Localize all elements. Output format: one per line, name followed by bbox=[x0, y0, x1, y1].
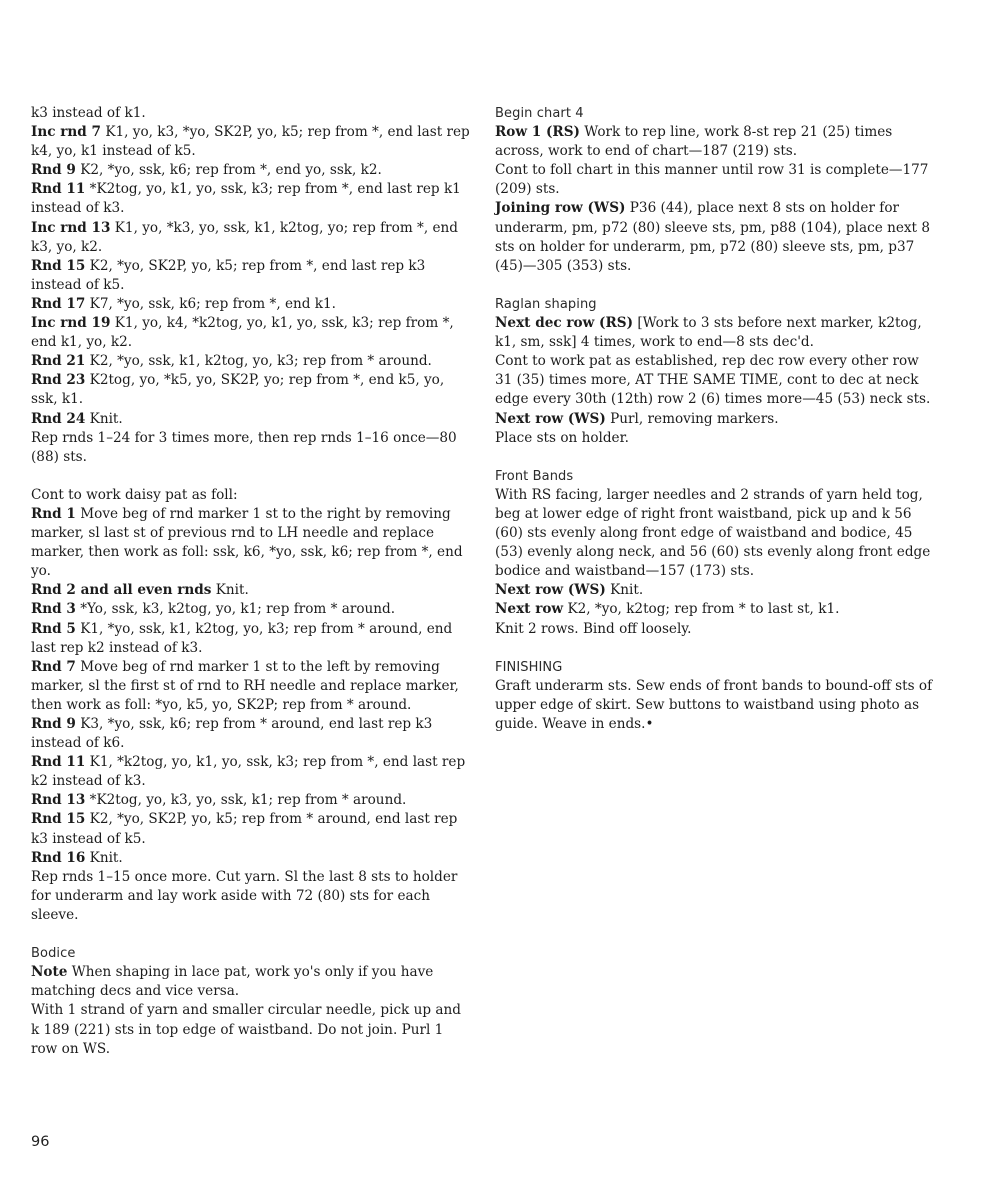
row-label: Rnd 23 bbox=[31, 372, 86, 389]
instruction-text: Rep rnds 1–24 for 3 times more, then rep rnds 1–16 once—80 (88) sts. bbox=[31, 429, 457, 465]
row-label: Rnd 2 and all even rnds bbox=[31, 582, 212, 599]
instruction-text: K2tog, yo, *k5, yo, SK2P, yo; rep from *, end k5, yo, ssk, k1. bbox=[31, 372, 445, 408]
instruction-paragraph bbox=[31, 753, 471, 791]
instruction-paragraph bbox=[31, 257, 471, 295]
instruction-paragraph bbox=[31, 161, 471, 180]
row-label: Next row (WS) bbox=[495, 582, 606, 599]
instruction-paragraph bbox=[31, 1001, 471, 1058]
row-label: Row 1 (RS) bbox=[495, 124, 580, 141]
instruction-text: K2, *yo, SK2P, yo, k5; rep from *, end last rep k3 instead of k5. bbox=[31, 257, 426, 293]
instruction-text: K2, *yo, ssk, k6; rep from *, end yo, ssk, k2. bbox=[75, 162, 382, 179]
instruction-paragraph bbox=[31, 810, 471, 848]
row-label: Rnd 11 bbox=[31, 754, 86, 771]
row-label: Rnd 11 bbox=[31, 181, 86, 198]
instruction-paragraph bbox=[31, 600, 471, 619]
instruction-text: K1, yo, k3, *yo, SK2P, yo, k5; rep from *, end last rep k4, yo, k1 instead of k5. bbox=[31, 124, 470, 160]
instruction-paragraph bbox=[31, 429, 471, 467]
instruction-text: K2, *yo, k2tog; rep from * to last st, k1. bbox=[563, 601, 840, 618]
row-label: Rnd 17 bbox=[31, 295, 86, 312]
row-label: Rnd 15 bbox=[31, 811, 86, 828]
paragraph-spacer bbox=[31, 925, 471, 944]
row-label: Rnd 9 bbox=[31, 716, 76, 732]
row-label: Rnd 24 bbox=[31, 410, 86, 427]
instruction-paragraph bbox=[31, 715, 471, 753]
row-label: Rnd 21 bbox=[31, 353, 86, 370]
row-label: Rnd 5 bbox=[31, 620, 76, 637]
section-heading: Begin chart 4 bbox=[495, 106, 584, 121]
instruction-text: *K2tog, yo, k1, yo, ssk, k3; rep from *, end last rep k1 instead of k3. bbox=[31, 181, 461, 217]
row-label: Inc rnd 13 bbox=[31, 219, 111, 236]
section-heading: Raglan shaping bbox=[495, 296, 597, 312]
row-label: Next row bbox=[495, 601, 564, 618]
page-number: 96 bbox=[31, 1134, 50, 1150]
instruction-text: Purl, removing markers. bbox=[605, 410, 779, 427]
instruction-paragraph bbox=[31, 791, 471, 810]
instruction-paragraph bbox=[31, 352, 471, 371]
instruction-text: Knit. bbox=[605, 582, 644, 599]
row-label: Rnd 16 bbox=[31, 849, 86, 866]
instruction-paragraph bbox=[31, 123, 471, 161]
instruction-text: Knit. bbox=[85, 410, 123, 427]
instruction-text: Knit. bbox=[85, 849, 123, 866]
instruction-paragraph bbox=[495, 581, 940, 600]
row-label: Next dec row (RS) bbox=[495, 315, 633, 332]
instruction-paragraph bbox=[495, 161, 940, 199]
row-label: Next row (WS) bbox=[495, 410, 606, 427]
paragraph-spacer bbox=[495, 448, 940, 467]
instruction-text: [Work to 3 sts before next marker, k2tog, k1, sm, ssk] 4 times, work to end—8 sts dec'd. bbox=[495, 315, 922, 351]
section-heading: Bodice bbox=[31, 946, 76, 962]
instruction-text: When shaping in lace pat, work yo's only if you have matching decs and vice versa. bbox=[31, 964, 434, 1000]
row-label: Rnd 13 bbox=[31, 792, 86, 809]
paragraph-spacer bbox=[31, 467, 471, 486]
paragraph-spacer bbox=[495, 639, 940, 658]
instruction-paragraph bbox=[495, 620, 940, 639]
section-heading: FINISHING bbox=[495, 659, 563, 675]
instruction-paragraph bbox=[31, 658, 471, 715]
instruction-paragraph bbox=[31, 295, 471, 314]
instruction-text: Cont to foll chart in this manner until row 31 is complete—177 (209) sts. bbox=[495, 162, 929, 198]
instruction-paragraph bbox=[495, 600, 940, 619]
instruction-text: K3, *yo, ssk, k6; rep from * around, end last rep k3 instead of k6. bbox=[31, 716, 433, 752]
instruction-paragraph bbox=[495, 486, 940, 581]
instruction-paragraph bbox=[495, 314, 940, 352]
instruction-text: Graft underarm sts. Sew ends of front bands to bound-off sts of upper edge of skirt. Sew buttons to waistband using photo as guide. Weave in ends.• bbox=[495, 677, 933, 732]
row-label: Rnd 7 bbox=[31, 658, 76, 675]
row-label: Joining row (WS) bbox=[495, 200, 626, 217]
instruction-text: K1, *yo, ssk, k1, k2tog, yo, k3; rep from * around, end last rep k2 instead of k3. bbox=[31, 620, 453, 656]
row-label: Rnd 3 bbox=[31, 601, 76, 618]
instruction-text: *Yo, ssk, k3, k2tog, yo, k1; rep from * around. bbox=[75, 601, 396, 618]
row-label: Rnd 15 bbox=[31, 257, 86, 274]
instruction-paragraph bbox=[31, 505, 471, 581]
instruction-text: Move beg of rnd marker 1 st to the right by removing marker, sl last st of previous rnd to LH needle and replace marker, then work as foll: ssk, k6, *yo, ssk, k6; rep from *, end yo. bbox=[31, 505, 463, 580]
instruction-text: P36 (44), place next 8 sts on holder for underarm, pm, p72 (80) sleeve sts, pm, p88 (104), place next 8 sts on holder for underarm, pm, p72 (80) sleeve sts, pm, p37 (45)—305 (353) sts. bbox=[495, 200, 930, 274]
section-heading: Front Bands bbox=[495, 468, 574, 484]
instruction-paragraph bbox=[31, 620, 471, 658]
row-label: Note bbox=[31, 964, 68, 981]
instruction-text: With 1 strand of yarn and smaller circular needle, pick up and k 189 (221) sts in top edge of waistband. Do not join. Purl 1 row on WS. bbox=[31, 1002, 461, 1057]
paragraph-spacer bbox=[495, 276, 940, 295]
instruction-paragraph bbox=[495, 352, 940, 409]
instruction-paragraph bbox=[31, 314, 471, 352]
instruction-text: Knit. bbox=[211, 582, 249, 599]
instruction-paragraph bbox=[31, 410, 471, 429]
instruction-paragraph bbox=[31, 581, 471, 600]
instruction-paragraph bbox=[495, 677, 940, 734]
instruction-text: *K2tog, yo, k3, yo, ssk, k1; rep from * around. bbox=[85, 792, 407, 809]
instruction-text: K7, *yo, ssk, k6; rep from *, end k1. bbox=[85, 295, 336, 312]
instruction-text: Move beg of rnd marker 1 st to the left by removing marker, sl the first st of rnd to RH needle and replace marker, then work as foll: *yo, k5, yo, SK2P; rep from * around. bbox=[31, 658, 459, 713]
instruction-paragraph bbox=[31, 219, 471, 257]
instruction-text: Work to rep line, work 8-st rep 21 (25) times across, work to end of chart—187 (219) sts. bbox=[495, 124, 893, 160]
instruction-text: Cont to work daisy pat as foll: bbox=[31, 486, 238, 503]
instruction-text: K2, *yo, SK2P, yo, k5; rep from * around, end last rep k3 instead of k5. bbox=[31, 811, 458, 847]
instruction-text: With RS facing, larger needles and 2 strands of yarn held tog, beg at lower edge of right front waistband, pick up and k 56 (60) sts evenly along front edge of waistband and bodice, 45 (53) evenly along neck, and 56 (60) sts evenly along front edge bodice and waistband—157 (173) sts. bbox=[495, 486, 931, 580]
left-column bbox=[31, 104, 471, 1059]
instruction-paragraph bbox=[31, 104, 471, 123]
instruction-paragraph bbox=[495, 429, 940, 448]
instruction-paragraph bbox=[31, 849, 471, 868]
instruction-paragraph bbox=[495, 410, 940, 429]
row-label: Rnd 9 bbox=[31, 162, 76, 179]
instruction-paragraph bbox=[495, 199, 940, 275]
row-label: Rnd 1 bbox=[31, 505, 76, 522]
instruction-text: Rep rnds 1–15 once more. Cut yarn. Sl the last 8 sts to holder for underarm and lay work aside with 72 (80) sts for each sleeve. bbox=[31, 868, 458, 923]
instruction-text: K1, yo, k4, *k2tog, yo, k1, yo, ssk, k3; rep from *, end k1, yo, k2. bbox=[31, 315, 454, 351]
instruction-text: k3 instead of k1. bbox=[31, 105, 146, 121]
instruction-text: K1, yo, *k3, yo, ssk, k1, k2tog, yo; rep from *, end k3, yo, k2. bbox=[31, 219, 458, 255]
instruction-text: Cont to work pat as established, rep dec row every other row 31 (35) times more, AT THE SAME TIME, cont to dec at neck edge every 30th (12th) row 2 (6) times more—45 (53) neck sts. bbox=[495, 353, 931, 408]
row-label: Inc rnd 7 bbox=[31, 124, 101, 141]
instruction-paragraph bbox=[31, 868, 471, 925]
instruction-paragraph bbox=[31, 486, 471, 505]
row-label: Inc rnd 19 bbox=[31, 315, 111, 332]
instruction-text: K2, *yo, ssk, k1, k2tog, yo, k3; rep from * around. bbox=[85, 353, 432, 370]
instruction-paragraph bbox=[495, 123, 940, 161]
instruction-text: Knit 2 rows. Bind off loosely. bbox=[495, 620, 692, 637]
right-column bbox=[495, 104, 940, 734]
instruction-paragraph bbox=[31, 371, 471, 409]
instruction-text: K1, *k2tog, yo, k1, yo, ssk, k3; rep from *, end last rep k2 instead of k3. bbox=[31, 754, 466, 790]
instruction-paragraph bbox=[31, 180, 471, 218]
instruction-text: Place sts on holder. bbox=[495, 429, 629, 446]
instruction-paragraph bbox=[31, 963, 471, 1001]
